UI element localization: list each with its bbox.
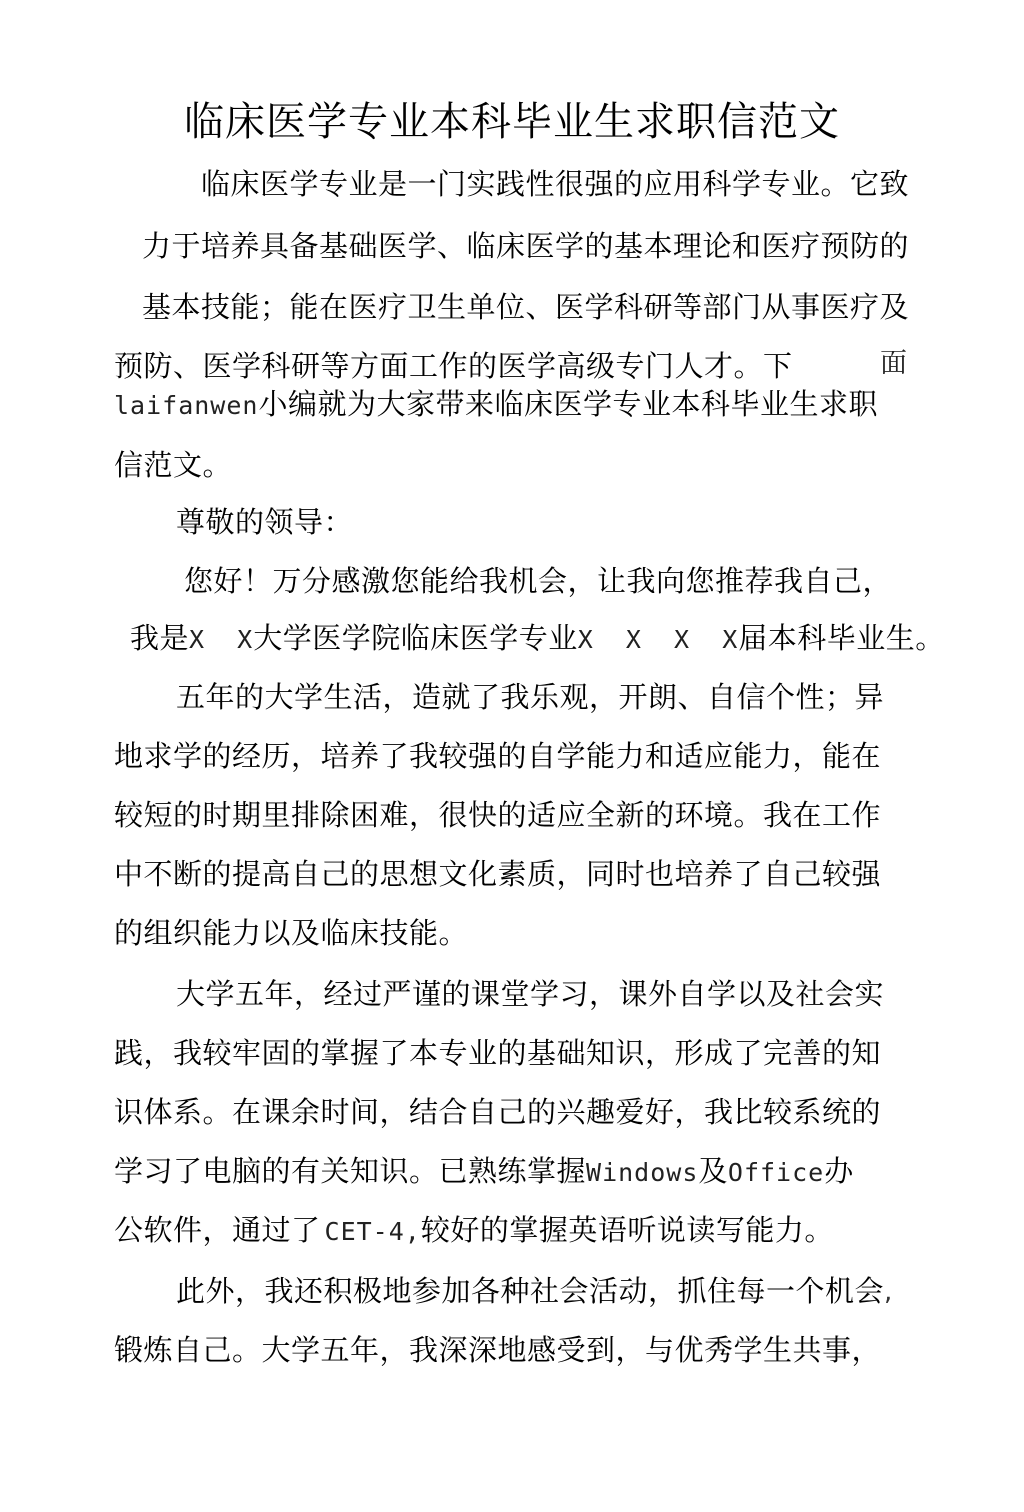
p1-line-2 <box>130 618 945 660</box>
intro-line-4-side-char: 面 <box>880 348 907 379</box>
p4-line-1: 此外，我还积极地参加各种社会活动，抓住每一个机会 <box>176 1274 885 1308</box>
cet-text: CET-4, <box>324 1217 421 1246</box>
p4-line-1-tail: , <box>884 1277 893 1307</box>
intro-line-4: 预防、医学科研等方面工作的医学高级专门人才。下 <box>114 349 793 383</box>
p1-line-1: 您好！万分感激您能给我机会，让我向您推荐我自己， <box>184 564 893 598</box>
p2-line-3: 较短的时期里排除困难，很快的适应全新的环境。我在工作 <box>114 798 882 832</box>
p3-line-4-b: 及 <box>698 1154 728 1188</box>
school-placeholder: X X <box>189 625 254 654</box>
p3-line-2: 践，我较牢固的掌握了本专业的基础知识，形成了完善的知 <box>114 1036 882 1070</box>
intro-line-3: 基本技能；能在医疗卫生单位、医学科研等部门从事医疗及 <box>142 290 910 324</box>
p2-line-1: 五年的大学生活，造就了我乐观，开朗、自信个性；异 <box>176 680 885 714</box>
p3-line-5-a: 公软件，通过了 <box>114 1213 321 1247</box>
document-title: 临床医学专业本科毕业生求职信范文 <box>184 99 840 145</box>
p1-line-2-b: 大学医学院临床医学专业 <box>253 621 578 655</box>
site-name: laifanwen <box>114 391 259 420</box>
p3-line-4-a: 学习了电脑的有关知识。已熟练掌握 <box>114 1154 587 1188</box>
year-placeholder: X X X X <box>577 625 739 654</box>
windows-text: Windows <box>586 1158 699 1187</box>
p3-line-1: 大学五年，经过严谨的课堂学习，课外自学以及社会实 <box>176 977 885 1011</box>
p3-line-5-b: 较好的掌握英语听说读写能力。 <box>420 1213 834 1247</box>
p3-line-5 <box>114 1210 834 1252</box>
intro-line-6: 信范文。 <box>114 448 233 482</box>
p3-line-4 <box>114 1151 854 1193</box>
office-text: Office <box>727 1158 825 1187</box>
intro-line-5 <box>114 384 878 426</box>
p3-line-4-c: 办 <box>824 1154 854 1188</box>
p1-line-2-a: 我是 <box>130 621 190 655</box>
p2-line-5: 的组织能力以及临床技能。 <box>114 916 469 950</box>
intro-line-2: 力于培养具备基础医学、临床医学的基本理论和医疗预防的 <box>142 229 910 263</box>
p4-line-2: 锻炼自己。大学五年，我深深地感受到，与优秀学生共事， <box>114 1333 882 1367</box>
p3-line-3: 识体系。在课余时间，结合自己的兴趣爱好，我比较系统的 <box>114 1095 882 1129</box>
p2-line-2: 地求学的经历，培养了我较强的自学能力和适应能力，能在 <box>114 739 882 773</box>
intro-line-1: 临床医学专业是一门实践性很强的应用科学专业。它致 <box>201 167 910 201</box>
p2-line-4: 中不断的提高自己的思想文化素质，同时也培养了自己较强 <box>114 857 882 891</box>
intro-line-5-text: 小编就为大家带来临床医学专业本科毕业生求职 <box>258 387 878 421</box>
salutation: 尊敬的领导： <box>176 505 354 539</box>
p1-line-2-c: 届本科毕业生。 <box>738 621 945 655</box>
